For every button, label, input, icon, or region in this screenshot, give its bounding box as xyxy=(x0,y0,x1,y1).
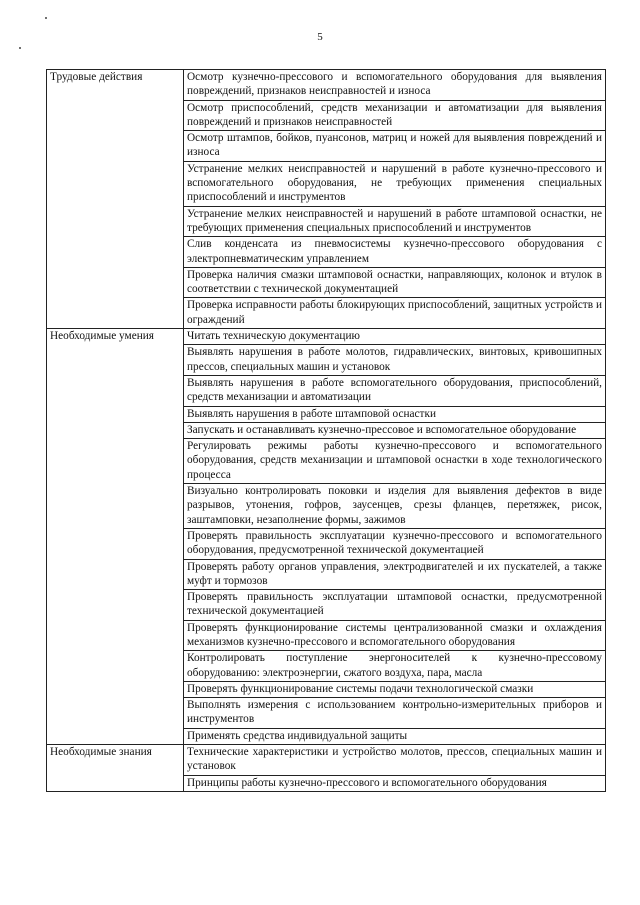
requirement-item: Устранение мелких неисправностей и нарушений в работе штамповой оснастки, не требующих применения специальных приспособлений и инструментов xyxy=(184,206,606,237)
table-row xyxy=(47,329,606,345)
requirement-item: Осмотр кузнечно-прессового и вспомогательного оборудования для выявления повреждений, признаков неисправностей и износа xyxy=(184,70,606,101)
requirement-item: Слив конденсата из пневмосистемы кузнечно-прессового оборудования с электропневматическим управлением xyxy=(184,237,606,268)
requirement-item: Применять средства индивидуальной защиты xyxy=(184,728,606,744)
requirement-item: Проверять функционирование системы подачи технологической смазки xyxy=(184,681,606,697)
requirement-item: Осмотр штампов, бойков, пуансонов, матриц и ножей для выявления повреждений и износа xyxy=(184,131,606,162)
section-label: Трудовые действия xyxy=(47,70,184,329)
requirement-item: Осмотр приспособлений, средств механизации и автоматизации для выявления повреждений и признаков неисправностей xyxy=(184,100,606,131)
requirement-item: Запускать и останавливать кузнечно-прессовое и вспомогательное оборудование xyxy=(184,422,606,438)
requirement-item: Проверять функционирование системы централизованной смазки и охлаждения механизмов кузнечно-прессового и вспомогательного оборудования xyxy=(184,620,606,651)
requirement-item: Проверка исправности работы блокирующих приспособлений, защитных устройств и ограждений xyxy=(184,298,606,329)
scan-speck xyxy=(45,17,47,19)
scan-speck xyxy=(19,47,21,49)
requirement-item: Проверять правильность эксплуатации штамповой оснастки, предусмотренной технической документацией xyxy=(184,590,606,621)
page-number: 5 xyxy=(317,31,323,43)
requirement-item: Выявлять нарушения в работе штамповой оснастки xyxy=(184,406,606,422)
requirement-item: Визуально контролировать поковки и изделия для выявления дефектов в виде разрывов, утонения, гофров, заусенцев, срезы фланцев, перетяжек, рисок, заштамповки, незаполнение формы, зажимов xyxy=(184,484,606,529)
section-label: Необходимые умения xyxy=(47,329,184,745)
table-row xyxy=(47,70,606,101)
requirement-item: Выполнять измерения с использованием контрольно-измерительных приборов и инструментов xyxy=(184,698,606,729)
competency-table xyxy=(46,69,606,792)
requirement-item: Устранение мелких неисправностей и нарушений в работе кузнечно-прессового и вспомогательного оборудования, не требующих применения специальных приспособлений и инструментов xyxy=(184,161,606,206)
requirement-item: Выявлять нарушения в работе вспомогательного оборудования, приспособлений, средств механизации и автоматизации xyxy=(184,375,606,406)
requirement-item: Принципы работы кузнечно-прессового и вспомогательного оборудования xyxy=(184,775,606,791)
table-row xyxy=(47,745,606,776)
requirement-item: Контролировать поступление энергоносителей к кузнечно-прессовому оборудованию: электроэнергии, сжатого воздуха, пара, масла xyxy=(184,651,606,682)
requirement-item: Проверка наличия смазки штамповой оснастки, направляющих, колонок и втулок в соответствии с технической документацией xyxy=(184,267,606,298)
requirement-item: Проверять правильность эксплуатации кузнечно-прессового и вспомогательного оборудования, предусмотренной технической документацией xyxy=(184,528,606,559)
requirement-item: Проверять работу органов управления, электродвигателей и их пускателей, а также муфт и тормозов xyxy=(184,559,606,590)
requirement-item: Технические характеристики и устройство молотов, прессов, специальных машин и установок xyxy=(184,745,606,776)
requirement-item: Регулировать режимы работы кузнечно-прессового и вспомогательного оборудования, средств механизации и штамповой оснастки в ходе технологического процесса xyxy=(184,439,606,484)
competency-table-body xyxy=(47,70,606,792)
requirement-item: Читать техническую документацию xyxy=(184,329,606,345)
section-label: Необходимые знания xyxy=(47,745,184,792)
requirement-item: Выявлять нарушения в работе молотов, гидравлических, винтовых, кривошипных прессов, специальных машин и установок xyxy=(184,345,606,376)
